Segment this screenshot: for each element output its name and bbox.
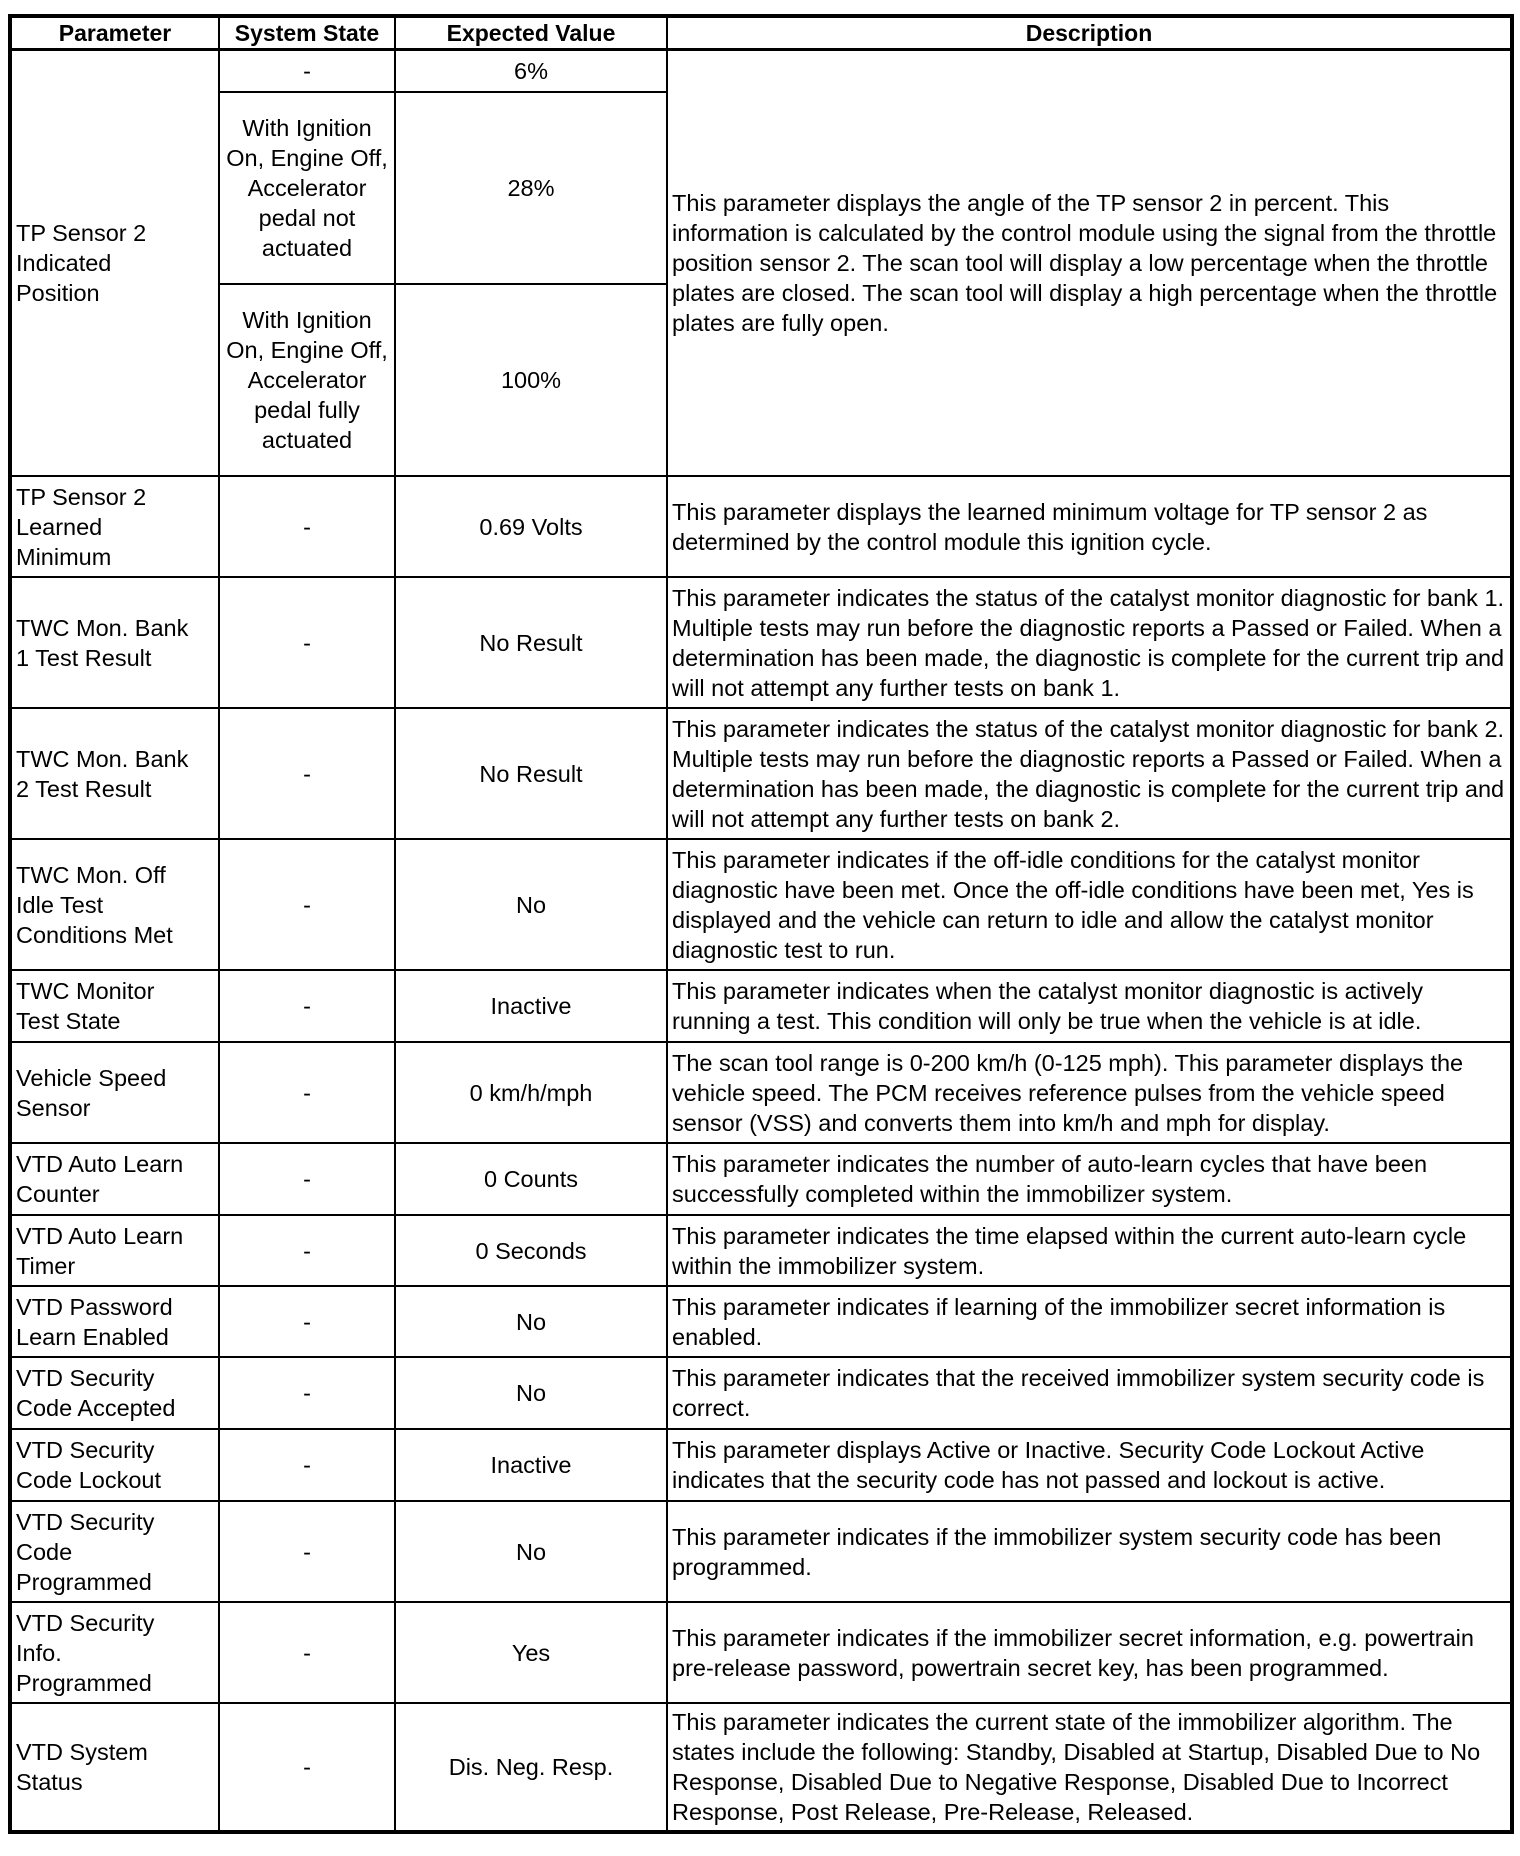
- expected-value-cell: 0 Counts: [395, 1143, 667, 1215]
- description-cell: This parameter indicates the number of auto-learn cycles that have been successfully completed within the immobilizer system.: [667, 1143, 1512, 1215]
- parameter-cell: TWC Monitor Test State: [10, 970, 219, 1042]
- system-state-cell: -: [219, 577, 395, 708]
- description-cell: This parameter indicates the status of the catalyst monitor diagnostic for bank 2. Multiple tests may run before the diagnostic reports a Passed or Failed. When a determination has been made, the diagnostic is complete for the current trip and will not attempt any further tests on bank 2.: [667, 708, 1512, 839]
- system-state-cell: -: [219, 708, 395, 839]
- table-row: [10, 476, 1512, 577]
- table-row: [10, 1357, 1512, 1429]
- parameter-cell: TP Sensor 2 Learned Minimum: [10, 476, 219, 577]
- system-state-cell: -: [219, 1602, 395, 1703]
- description-cell: This parameter indicates the current state of the immobilizer algorithm. The states include the following: Standby, Disabled at Startup, Disabled Due to No Response, Disabled Due to Negative Response, Disabled Due to Incorrect Response, Post Release, Pre-Release, Released.: [667, 1703, 1512, 1832]
- table-row: [10, 970, 1512, 1042]
- description-cell: This parameter indicates that the received immobilizer system security code is correct.: [667, 1357, 1512, 1429]
- header-system-state: System State: [219, 16, 395, 50]
- expected-value-cell: No: [395, 839, 667, 970]
- description-cell: This parameter displays the angle of the TP sensor 2 in percent. This information is calculated by the control module using the signal from the throttle position sensor 2. The scan tool will display a low percentage when the throttle plates are closed. The scan tool will display a high percentage when the throttle plates are fully open.: [667, 50, 1512, 477]
- system-state-cell: -: [219, 1429, 395, 1501]
- description-cell: This parameter displays Active or Inactive. Security Code Lockout Active indicates that the security code has not passed and lockout is active.: [667, 1429, 1512, 1501]
- description-cell: This parameter indicates if the immobilizer secret information, e.g. powertrain pre-release password, powertrain secret key, has been programmed.: [667, 1602, 1512, 1703]
- expected-value-cell: No Result: [395, 577, 667, 708]
- header-description: Description: [667, 16, 1512, 50]
- parameter-cell: TWC Mon. Bank 2 Test Result: [10, 708, 219, 839]
- system-state-cell: -: [219, 1215, 395, 1286]
- table-row: [10, 1703, 1512, 1832]
- description-cell: This parameter indicates if the off-idle conditions for the catalyst monitor diagnostic have been met. Once the off-idle conditions have been met, Yes is displayed and the vehicle can return to idle and allow the catalyst monitor diagnostic test to run.: [667, 839, 1512, 970]
- expected-value-cell: No: [395, 1501, 667, 1602]
- table-row: [10, 1215, 1512, 1286]
- table-row: [10, 50, 1512, 93]
- expected-value-cell: Inactive: [395, 1429, 667, 1501]
- system-state-cell: -: [219, 1042, 395, 1143]
- header-parameter: Parameter: [10, 16, 219, 50]
- parameter-cell: TWC Mon. Off Idle Test Conditions Met: [10, 839, 219, 970]
- parameter-cell: VTD Auto Learn Counter: [10, 1143, 219, 1215]
- table-row: [10, 1429, 1512, 1501]
- table-row: [10, 1602, 1512, 1703]
- description-cell: The scan tool range is 0-200 km/h (0-125 mph). This parameter displays the vehicle speed. The PCM receives reference pulses from the vehicle speed sensor (VSS) and converts them into km/h and mph for display.: [667, 1042, 1512, 1143]
- expected-value-cell: No: [395, 1286, 667, 1357]
- system-state-cell: -: [219, 970, 395, 1042]
- system-state-cell: -: [219, 1357, 395, 1429]
- expected-value-cell: 0 km/h/mph: [395, 1042, 667, 1143]
- system-state-cell: With Ignition On, Engine Off, Accelerator pedal fully actuated: [219, 284, 395, 476]
- parameter-cell: VTD Security Code Programmed: [10, 1501, 219, 1602]
- header-row: [10, 16, 1512, 50]
- expected-value-cell: 0 Seconds: [395, 1215, 667, 1286]
- parameter-cell: Vehicle Speed Sensor: [10, 1042, 219, 1143]
- system-state-cell: -: [219, 839, 395, 970]
- header-expected-value: Expected Value: [395, 16, 667, 50]
- expected-value-cell: 0.69 Volts: [395, 476, 667, 577]
- parameter-cell: VTD Security Code Accepted: [10, 1357, 219, 1429]
- expected-value-cell: No: [395, 1357, 667, 1429]
- expected-value-cell: 28%: [395, 92, 667, 284]
- table-row: [10, 1501, 1512, 1602]
- description-cell: This parameter displays the learned minimum voltage for TP sensor 2 as determined by the control module this ignition cycle.: [667, 476, 1512, 577]
- description-cell: This parameter indicates the time elapsed within the current auto-learn cycle within the immobilizer system.: [667, 1215, 1512, 1286]
- system-state-cell: -: [219, 1143, 395, 1215]
- system-state-cell: -: [219, 476, 395, 577]
- table-row: [10, 577, 1512, 708]
- expected-value-cell: Dis. Neg. Resp.: [395, 1703, 667, 1832]
- parameter-cell: TP Sensor 2 Indicated Position: [10, 50, 219, 477]
- parameter-cell: VTD Password Learn Enabled: [10, 1286, 219, 1357]
- table-row: [10, 1143, 1512, 1215]
- table-row: [10, 839, 1512, 970]
- description-cell: This parameter indicates if learning of the immobilizer secret information is enabled.: [667, 1286, 1512, 1357]
- parameter-cell: VTD Auto Learn Timer: [10, 1215, 219, 1286]
- expected-value-cell: No Result: [395, 708, 667, 839]
- system-state-cell: -: [219, 1286, 395, 1357]
- parameter-cell: VTD System Status: [10, 1703, 219, 1832]
- expected-value-cell: Yes: [395, 1602, 667, 1703]
- system-state-cell: With Ignition On, Engine Off, Accelerator pedal not actuated: [219, 92, 395, 284]
- expected-value-cell: Inactive: [395, 970, 667, 1042]
- parameter-cell: TWC Mon. Bank 1 Test Result: [10, 577, 219, 708]
- table-row: [10, 1042, 1512, 1143]
- parameter-cell: VTD Security Info. Programmed: [10, 1602, 219, 1703]
- expected-value-cell: 6%: [395, 50, 667, 93]
- system-state-cell: -: [219, 1703, 395, 1832]
- table-row: [10, 1286, 1512, 1357]
- parameter-table: [8, 14, 1514, 1834]
- system-state-cell: -: [219, 50, 395, 93]
- description-cell: This parameter indicates if the immobilizer system security code has been programmed.: [667, 1501, 1512, 1602]
- expected-value-cell: 100%: [395, 284, 667, 476]
- table-row: [10, 708, 1512, 839]
- description-cell: This parameter indicates when the catalyst monitor diagnostic is actively running a test. This condition will only be true when the vehicle is at idle.: [667, 970, 1512, 1042]
- description-cell: This parameter indicates the status of the catalyst monitor diagnostic for bank 1. Multiple tests may run before the diagnostic reports a Passed or Failed. When a determination has been made, the diagnostic is complete for the current trip and will not attempt any further tests on bank 1.: [667, 577, 1512, 708]
- parameter-cell: VTD Security Code Lockout: [10, 1429, 219, 1501]
- system-state-cell: -: [219, 1501, 395, 1602]
